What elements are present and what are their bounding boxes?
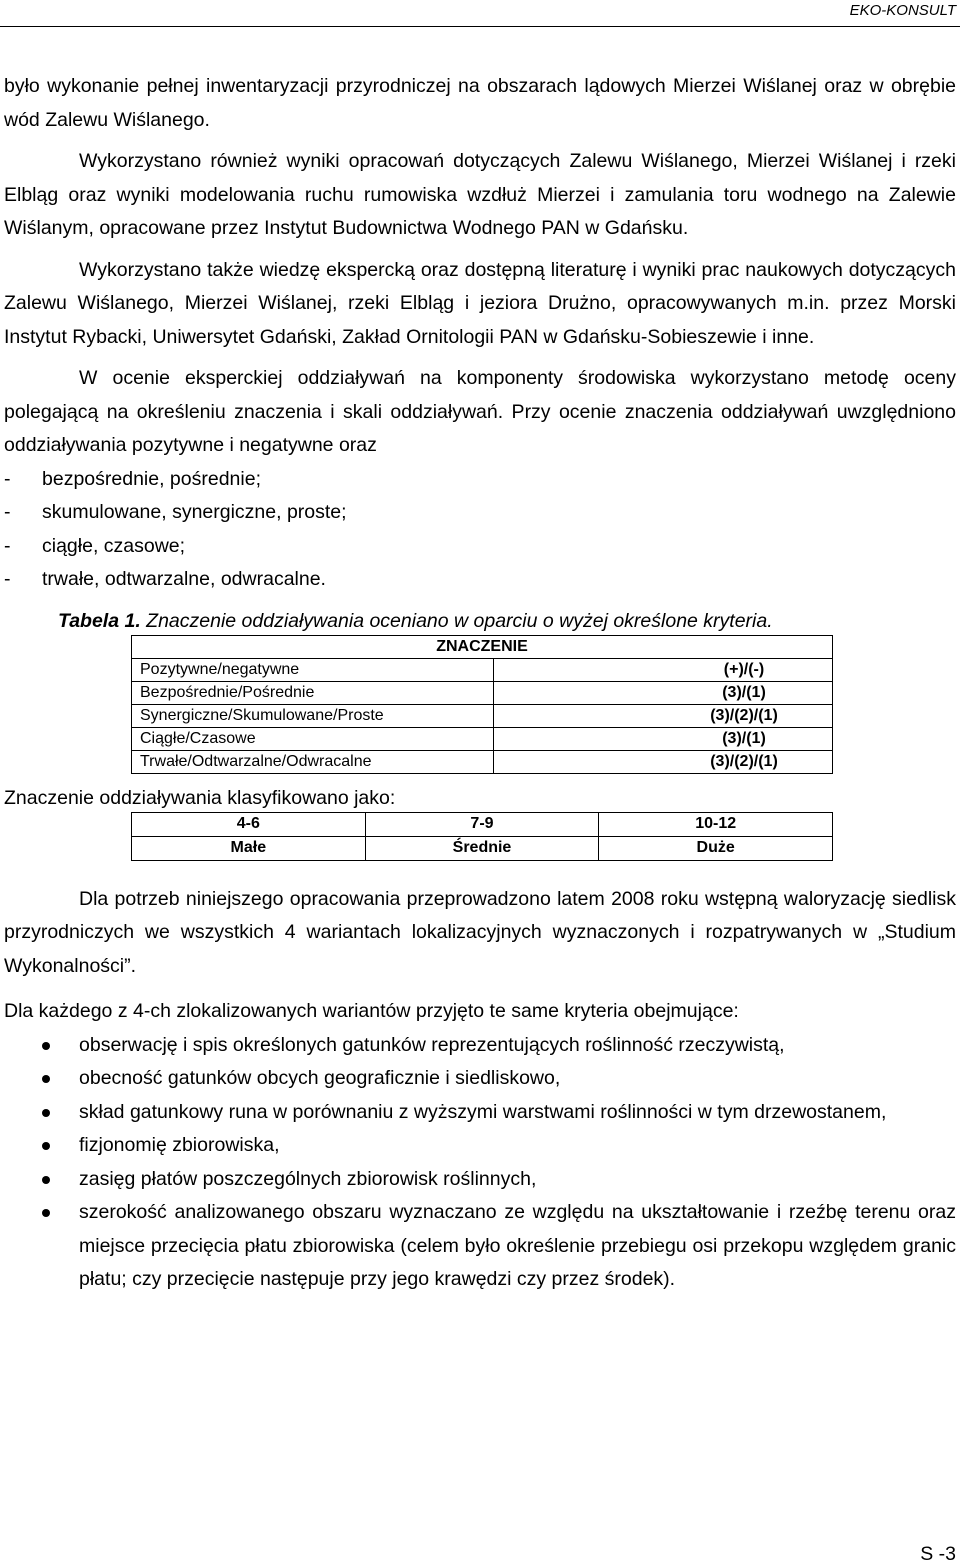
table-cell: Trwałe/Odtwarzalne/Odwracalne <box>132 750 494 773</box>
significance-table <box>131 635 833 774</box>
table-row <box>132 812 833 836</box>
bullet-list <box>4 1029 956 1297</box>
dash-mark: - <box>4 501 11 523</box>
bullet-icon <box>42 1209 50 1217</box>
list-item: obecność gatunków obcych geograficznie i siedliskowo, <box>4 1062 956 1096</box>
list-item: szerokość analizowanego obszaru wyznaczano ze względu na ukształtowanie i rzeźbę terenu oraz miejsce przecięcia płatu zbiorowiska (celem było określenie przebiegu osi przekopu względem granic płatu; czy przecięcie następuje przy jego krawędzi czy przez środek). <box>4 1196 956 1297</box>
table-cell: 7-9 <box>365 812 599 836</box>
table-row <box>132 836 833 860</box>
table-cell: (3)/(2)/(1) <box>494 704 833 727</box>
table-cell: Pozytywne/negatywne <box>132 658 494 681</box>
bullet-icon <box>42 1075 50 1083</box>
paragraph-2: Wykorzystano także wiedzę ekspercką oraz dostępną literaturę i wyniki prac naukowych dotyczących Zalewu Wiślanego, Mierzei Wiślanej, rzeki Elbląg i jeziora Drużno, opracowywanych m.in. przez Morski Instytut Rybacki, Uniwersytet Gdański, Zakład Ornitologii PAN w Gdańsku-Sobieszewie i inne. <box>4 258 956 348</box>
table-cell: Duże <box>599 836 833 860</box>
table-cell: 4-6 <box>132 812 366 836</box>
table-cell: Ciągłe/Czasowe <box>132 727 494 750</box>
table-cell: (3)/(1) <box>494 681 833 704</box>
table-caption-label: Tabela 1. <box>58 609 141 632</box>
table-cell: Małe <box>132 836 366 860</box>
table-caption <box>58 607 956 635</box>
bullet-icon <box>42 1042 50 1050</box>
list-item: - trwałe, odtwarzalne, odwracalne. <box>4 563 956 597</box>
list-item: obserwację i spis określonych gatunków reprezentujących roślinność rzeczywistą, <box>4 1029 956 1063</box>
classification-intro: Znaczenie oddziaływania klasyfikowano jako: <box>4 786 396 809</box>
list-item: - bezpośrednie, pośrednie; <box>4 463 956 497</box>
list-item: fizjonomię zbiorowiska, <box>4 1129 956 1163</box>
classification-table <box>131 812 833 861</box>
table-row <box>132 704 833 727</box>
bullet-icon <box>42 1142 50 1150</box>
dash-list <box>4 463 956 597</box>
bullet-icon <box>42 1109 50 1117</box>
table-cell: Synergiczne/Skumulowane/Proste <box>132 704 494 727</box>
dash-mark: - <box>4 534 11 557</box>
bullet-icon <box>42 1176 50 1184</box>
list-item: zasięg płatów poszczególnych zbiorowisk roślinnych, <box>4 1163 956 1197</box>
paragraph-1: Wykorzystano również wyniki opracowań dotyczących Zalewu Wiślanego, Mierzei Wiślanej i rzeki Elbląg oraz wyniki modelowania ruchu rumowiska wzdłuż Mierzei i zamulania toru wodnego na Zalewie Wiślanym, opracowane przez Instytut Budownictwa Wodnego PAN w Gdańsku. <box>4 150 956 239</box>
table-cell: 10-12 <box>599 812 833 836</box>
paragraph-0: było wykonanie pełnej inwentaryzacji przyrodniczej na obszarach lądowych Mierzei Wiślanej oraz w obrębie wód Zalewu Wiślanego. <box>4 75 956 131</box>
list-item: - skumulowane, synergiczne, proste; <box>4 496 956 530</box>
page-number: S -3 <box>920 1543 956 1565</box>
header-company: EKO-KONSULT <box>849 2 956 19</box>
table-row <box>132 681 833 704</box>
header-rule <box>0 0 960 27</box>
dash-mark: - <box>4 467 11 490</box>
document-body <box>4 70 956 1297</box>
table-caption-text: Znaczenie oddziaływania oceniano w oparciu o wyżej określone kryteria. <box>146 609 773 632</box>
list-item: skład gatunkowy runa w porównaniu z wyższymi warstwami roślinności w tym drzewostanem, <box>4 1096 956 1130</box>
table-cell: (+)/(-) <box>494 658 833 681</box>
list-item: - ciągłe, czasowe; <box>4 530 956 564</box>
table-header-row <box>132 635 833 658</box>
table-row <box>132 727 833 750</box>
table-header: ZNACZENIE <box>132 635 833 658</box>
table-cell: (3)/(1) <box>494 727 833 750</box>
table-cell: Bezpośrednie/Pośrednie <box>132 681 494 704</box>
table-row <box>132 658 833 681</box>
table-cell: Średnie <box>365 836 599 860</box>
paragraph-5: Dla każdego z 4-ch zlokalizowanych wariantów przyjęto te same kryteria obejmujące: <box>4 1000 739 1022</box>
table-cell: (3)/(2)/(1) <box>494 750 833 773</box>
table-row <box>132 750 833 773</box>
paragraph-4: Dla potrzeb niniejszego opracowania przeprowadzono latem 2008 roku wstępną waloryzację siedlisk przyrodniczych we wszystkich 4 wariantach lokalizacyjnych wyznaczonych i rozpatrywanych w „Studium Wykonalności”. <box>4 887 956 977</box>
paragraph-3: W ocenie eksperckiej oddziaływań na komponenty środowiska wykorzystano metodę oceny polegającą na określeniu znaczenia i skali oddziaływań. Przy ocenie znaczenia oddziaływań uwzględniono oddziaływania pozytywne i negatywne oraz <box>4 367 956 456</box>
dash-mark: - <box>4 568 11 590</box>
